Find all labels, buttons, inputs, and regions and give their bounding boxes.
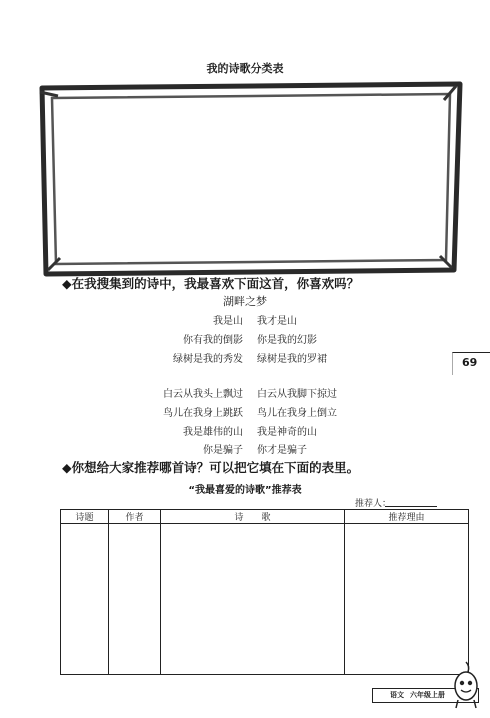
page-number: 69 — [462, 356, 478, 369]
poem-line: 白云从我头上飘过 — [163, 389, 243, 400]
poem-line: 你是我的幻影 — [257, 335, 317, 346]
question-favorite-poem: ◆在我搜集到的诗中，我最喜欢下面这首，你喜欢吗？ — [62, 276, 360, 291]
cell-author[interactable] — [109, 524, 161, 675]
recommender-field[interactable] — [385, 506, 437, 507]
classification-frame — [36, 80, 466, 280]
header-poem: 诗 歌 — [161, 510, 345, 524]
header-poem-title: 诗题 — [61, 510, 109, 524]
poem-line: 我是神奇的山 — [257, 427, 317, 438]
poem-line: 绿树是我的罗裙 — [257, 354, 327, 365]
poem-line: 鸟儿在我身上倒立 — [257, 408, 337, 419]
header-author: 作者 — [109, 510, 161, 524]
footer-grade: 六年级上册 — [410, 691, 445, 699]
poem-title: 湖畔之梦 — [223, 295, 267, 308]
page-title: 我的诗歌分类表 — [206, 62, 284, 75]
poem-line: 绿树是我的秀发 — [173, 354, 243, 365]
poem-line: 白云从我脚下掠过 — [257, 389, 337, 400]
table-title: “我最喜爱的诗歌”推荐表 — [188, 485, 302, 496]
cell-reason[interactable] — [345, 524, 469, 675]
question-recommend-poem: ◆你想给大家推荐哪首诗？可以把它填在下面的表里。 — [62, 460, 360, 475]
recommender-label: 推荐人： — [355, 499, 392, 509]
footer-subject: 语文 — [390, 691, 404, 699]
poem-line: 鸟儿在我身上跳跃 — [163, 408, 243, 419]
cell-poem[interactable] — [161, 524, 345, 675]
cell-poem-title[interactable] — [61, 524, 109, 675]
poem-line: 你是骗子 — [203, 445, 243, 456]
poem-line: 我是雄伟的山 — [183, 427, 243, 438]
poem-line: 我是山 — [213, 316, 243, 327]
pencil-mascot-icon — [448, 660, 484, 710]
poem-line: 我才是山 — [257, 316, 297, 327]
poem-line: 你有我的倒影 — [183, 335, 243, 346]
poem-line: 你才是骗子 — [257, 445, 307, 456]
recommendation-table — [60, 509, 469, 675]
header-reason: 推荐理由 — [345, 510, 469, 524]
